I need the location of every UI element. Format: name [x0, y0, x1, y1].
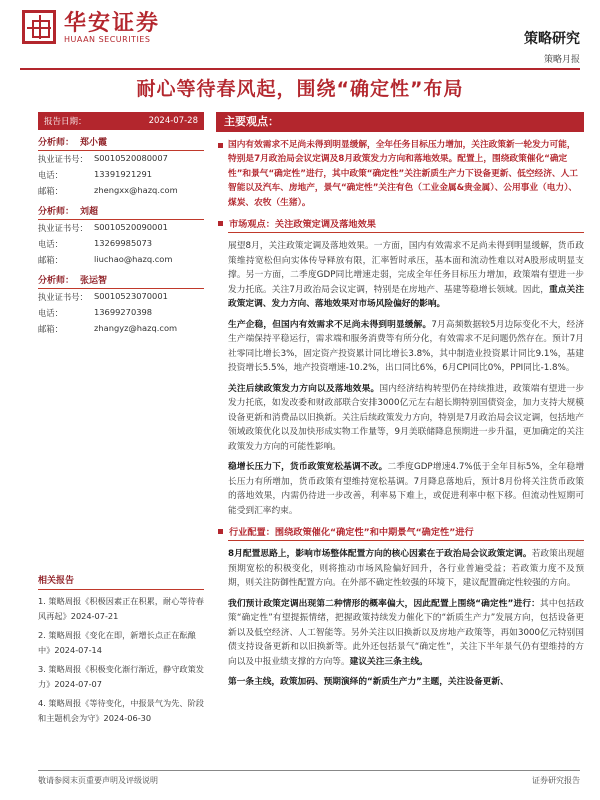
related-report-link[interactable]: 1. 策略周报《积极因素正在积累，耐心等待春风再起》2024-07-21: [38, 596, 204, 621]
body-paragraph: 我们预计政策定调出现第二种情形的概率偏大，因此配置上围绕“确定性”进行：其中包括政策“确定性”有望提振情绪，把握政策持续发力催化下的“新质生产力”发展方向，包括设备更新以及低空经济、人工智能等。另外关注以旧换新以及房地产政策等，再如3000亿元特别国债支持设备更新和以旧换新等。此外还包括景气“确定性”，关注下半年景气仍有望维持的方向以及中报业绩支撑的方向等。建议关注三条主线。: [228, 598, 584, 667]
analyst-block: [38, 268, 204, 337]
disclaimer-note: 敬请参阅末页重要声明及评级说明: [38, 776, 158, 785]
section-divider: [228, 540, 584, 541]
analyst-name: 刘超: [80, 207, 99, 217]
related-reports-heading: 相关报告: [38, 573, 204, 590]
summary-paragraph: 国内有效需求不足尚未得到明显缓解，全年任务目标压力增加，关注政策新一轮发力可能，特别是7月政治局会议定调及8月政策发力方向和落地效果。配置上，围绕政策催化“确定性”和景气“确定性”进行，其中政策“确定性”关注新质生产力下设备更新、低空经济、人工智能以及汽车、房地产，景气“确定性”关注有色（工业金属&贵金属）、公用事业（电力）、煤炭、农牧（生猪）。: [216, 138, 584, 210]
analyst-block: [38, 199, 204, 268]
phone-label: 电话：: [38, 239, 63, 249]
related-report-link[interactable]: 3. 策略周报《积极变化渐行渐近，静守政策发力》2024-07-07: [38, 664, 204, 689]
email-label: 邮箱：: [38, 255, 63, 265]
email-link[interactable]: liuchao@hazq.com: [94, 254, 173, 264]
date-label: 报告日期：: [44, 117, 87, 127]
body-paragraph: 稳增长压力下，货币政策宽松基调不改。二季度GDP增速4.7%低于全年目标5%，全年稳增长压力有所增加，货币政策有望维持宽松基调。7月降息落地后，预计8月份将关注货币政策的落地效果，内需仍待进一步改善，利率易下难上，或促进利率中枢下移。但流动性短期可能受到汇率约束。: [228, 462, 585, 516]
section-heading-market: [216, 216, 584, 230]
footer-label: 证券研究报告: [532, 776, 580, 785]
logo-mark-icon: [22, 10, 56, 44]
analyst-label: 分析师：: [38, 276, 75, 286]
phone-label: 电话：: [38, 308, 63, 318]
logo-name-en: HUAAN SECURITIES: [64, 34, 151, 44]
phone-value: 13269985073: [94, 238, 153, 248]
section-title: 市场观点：关注政策定调及落地效果: [229, 219, 376, 231]
phone-value: 13391921291: [94, 169, 153, 179]
related-report-link[interactable]: 2. 策略周报《变化在即，新增长点正在酝酿中》2024-07-14: [38, 630, 196, 655]
license-label: 执业证书号：: [38, 292, 88, 302]
bullet-square-icon: [218, 221, 223, 226]
header-divider: [20, 68, 580, 70]
company-logo: [22, 10, 160, 44]
bullet-square-icon: [218, 529, 223, 534]
license-value: S0010520080007: [94, 153, 168, 163]
main-content: [216, 112, 584, 690]
sidebar: [38, 112, 204, 726]
body-paragraph: 第一条主线，政策加码、预期演绎的“新质生产力”主题，关注设备更新、: [228, 677, 509, 688]
license-value: S0010523070001: [94, 291, 168, 301]
body-paragraph: 8月配置思路上，影响市场整体配置方向的核心因素在于政治局会议政策定调。若政策出现超预期宽松的积极变化，则将推动市场风险偏好回升，各行业普遍受益；若政策力度不及预期，则关注防御性配置方向。在外部不确定性较强的环境下，建议配置确定性较强的方向。: [228, 549, 585, 589]
license-label: 执业证书号：: [38, 154, 88, 164]
subcategory-label: 策略月报: [543, 55, 580, 65]
section-title: 行业配置：围绕政策催化“确定性”和中期景气“确定性”进行: [229, 527, 474, 539]
email-label: 邮箱：: [38, 186, 63, 196]
body-paragraph: 关注后续政策发力方向以及落地效果。国内经济结构转型仍在持续推进，政策端有望进一步发力托底，如发改委和财政部联合安排3000亿元左右超长期特别国债资金，加力支持大规模设备更新和消费品以旧换新。关注后续政策发力方向，特别是7月政治局会议定调，包括地产领域政策优化以及加快形成实物工作量等，9月美联储降息预期进一步升温，更加确定的关注政策发力方向的可能性影响。: [228, 383, 585, 452]
logo-name-cn: 华安证券: [64, 9, 161, 36]
related-report-link[interactable]: 4. 策略周报《等待变化，中报景气为先、阶段和主题机会为守》2024-06-30: [38, 698, 204, 723]
report-category: [524, 28, 580, 65]
category-label: 策略研究: [524, 31, 580, 47]
body-paragraph: 生产企稳，但国内有效需求不足尚未得到明显缓解。7月高频数据较5月边际变化不大，经济生产端保持平稳运行，需求端和服务消费等有所分化，有效需求不足问题仍然存在。预计7月社零同比增长3%，固定资产投资累计同比增长3.8%，其中制造业投资累计同比9.1%，基建投资增长5.5%，地产投资增速-10.2%，出口同比6%，6月CPI同比0%，PPI同比-1.8%。: [228, 319, 585, 374]
analyst-label: 分析师：: [38, 138, 75, 148]
email-link[interactable]: zhengxx@hazq.com: [94, 185, 178, 195]
analyst-name: 郑小霞: [80, 138, 108, 148]
report-date-bar: [38, 112, 204, 130]
phone-label: 电话：: [38, 170, 63, 180]
report-title: 耐心等待春风起，围绕“确定性”布局: [136, 78, 464, 100]
license-label: 执业证书号：: [38, 223, 88, 233]
email-label: 邮箱：: [38, 324, 63, 334]
page-footer: [38, 770, 580, 786]
email-link[interactable]: zhangyz@hazq.com: [94, 323, 178, 333]
body-paragraph: 展望8月，关注政策定调及落地效果。一方面，国内有效需求不足尚未得到明显缓解，货币政策维持宽松但向实体传导释放有限，汇率暂时承压，基本面和流动性难以对A股形成明显支撑。另一方面，二季度GDP同比增速走弱，完成全年任务目标压力增加，政策端有望进一步发力托底。关注7月政治局会议定调，特别是在房地产、基建等稳增长领域。因此，重点关注政策定调、发力方向、落地效果对市场风险偏好的影响。: [228, 241, 585, 310]
license-value: S0010520090001: [94, 222, 168, 232]
viewpoint-heading: 主要观点：: [216, 112, 584, 132]
section-divider: [228, 232, 584, 233]
section-heading-industry: [216, 524, 584, 538]
phone-value: 13699270398: [94, 307, 153, 317]
analyst-label: 分析师：: [38, 207, 75, 217]
date-value: 2024-07-28: [148, 116, 198, 126]
analyst-block: [38, 130, 204, 199]
analyst-name: 张运智: [80, 276, 108, 286]
